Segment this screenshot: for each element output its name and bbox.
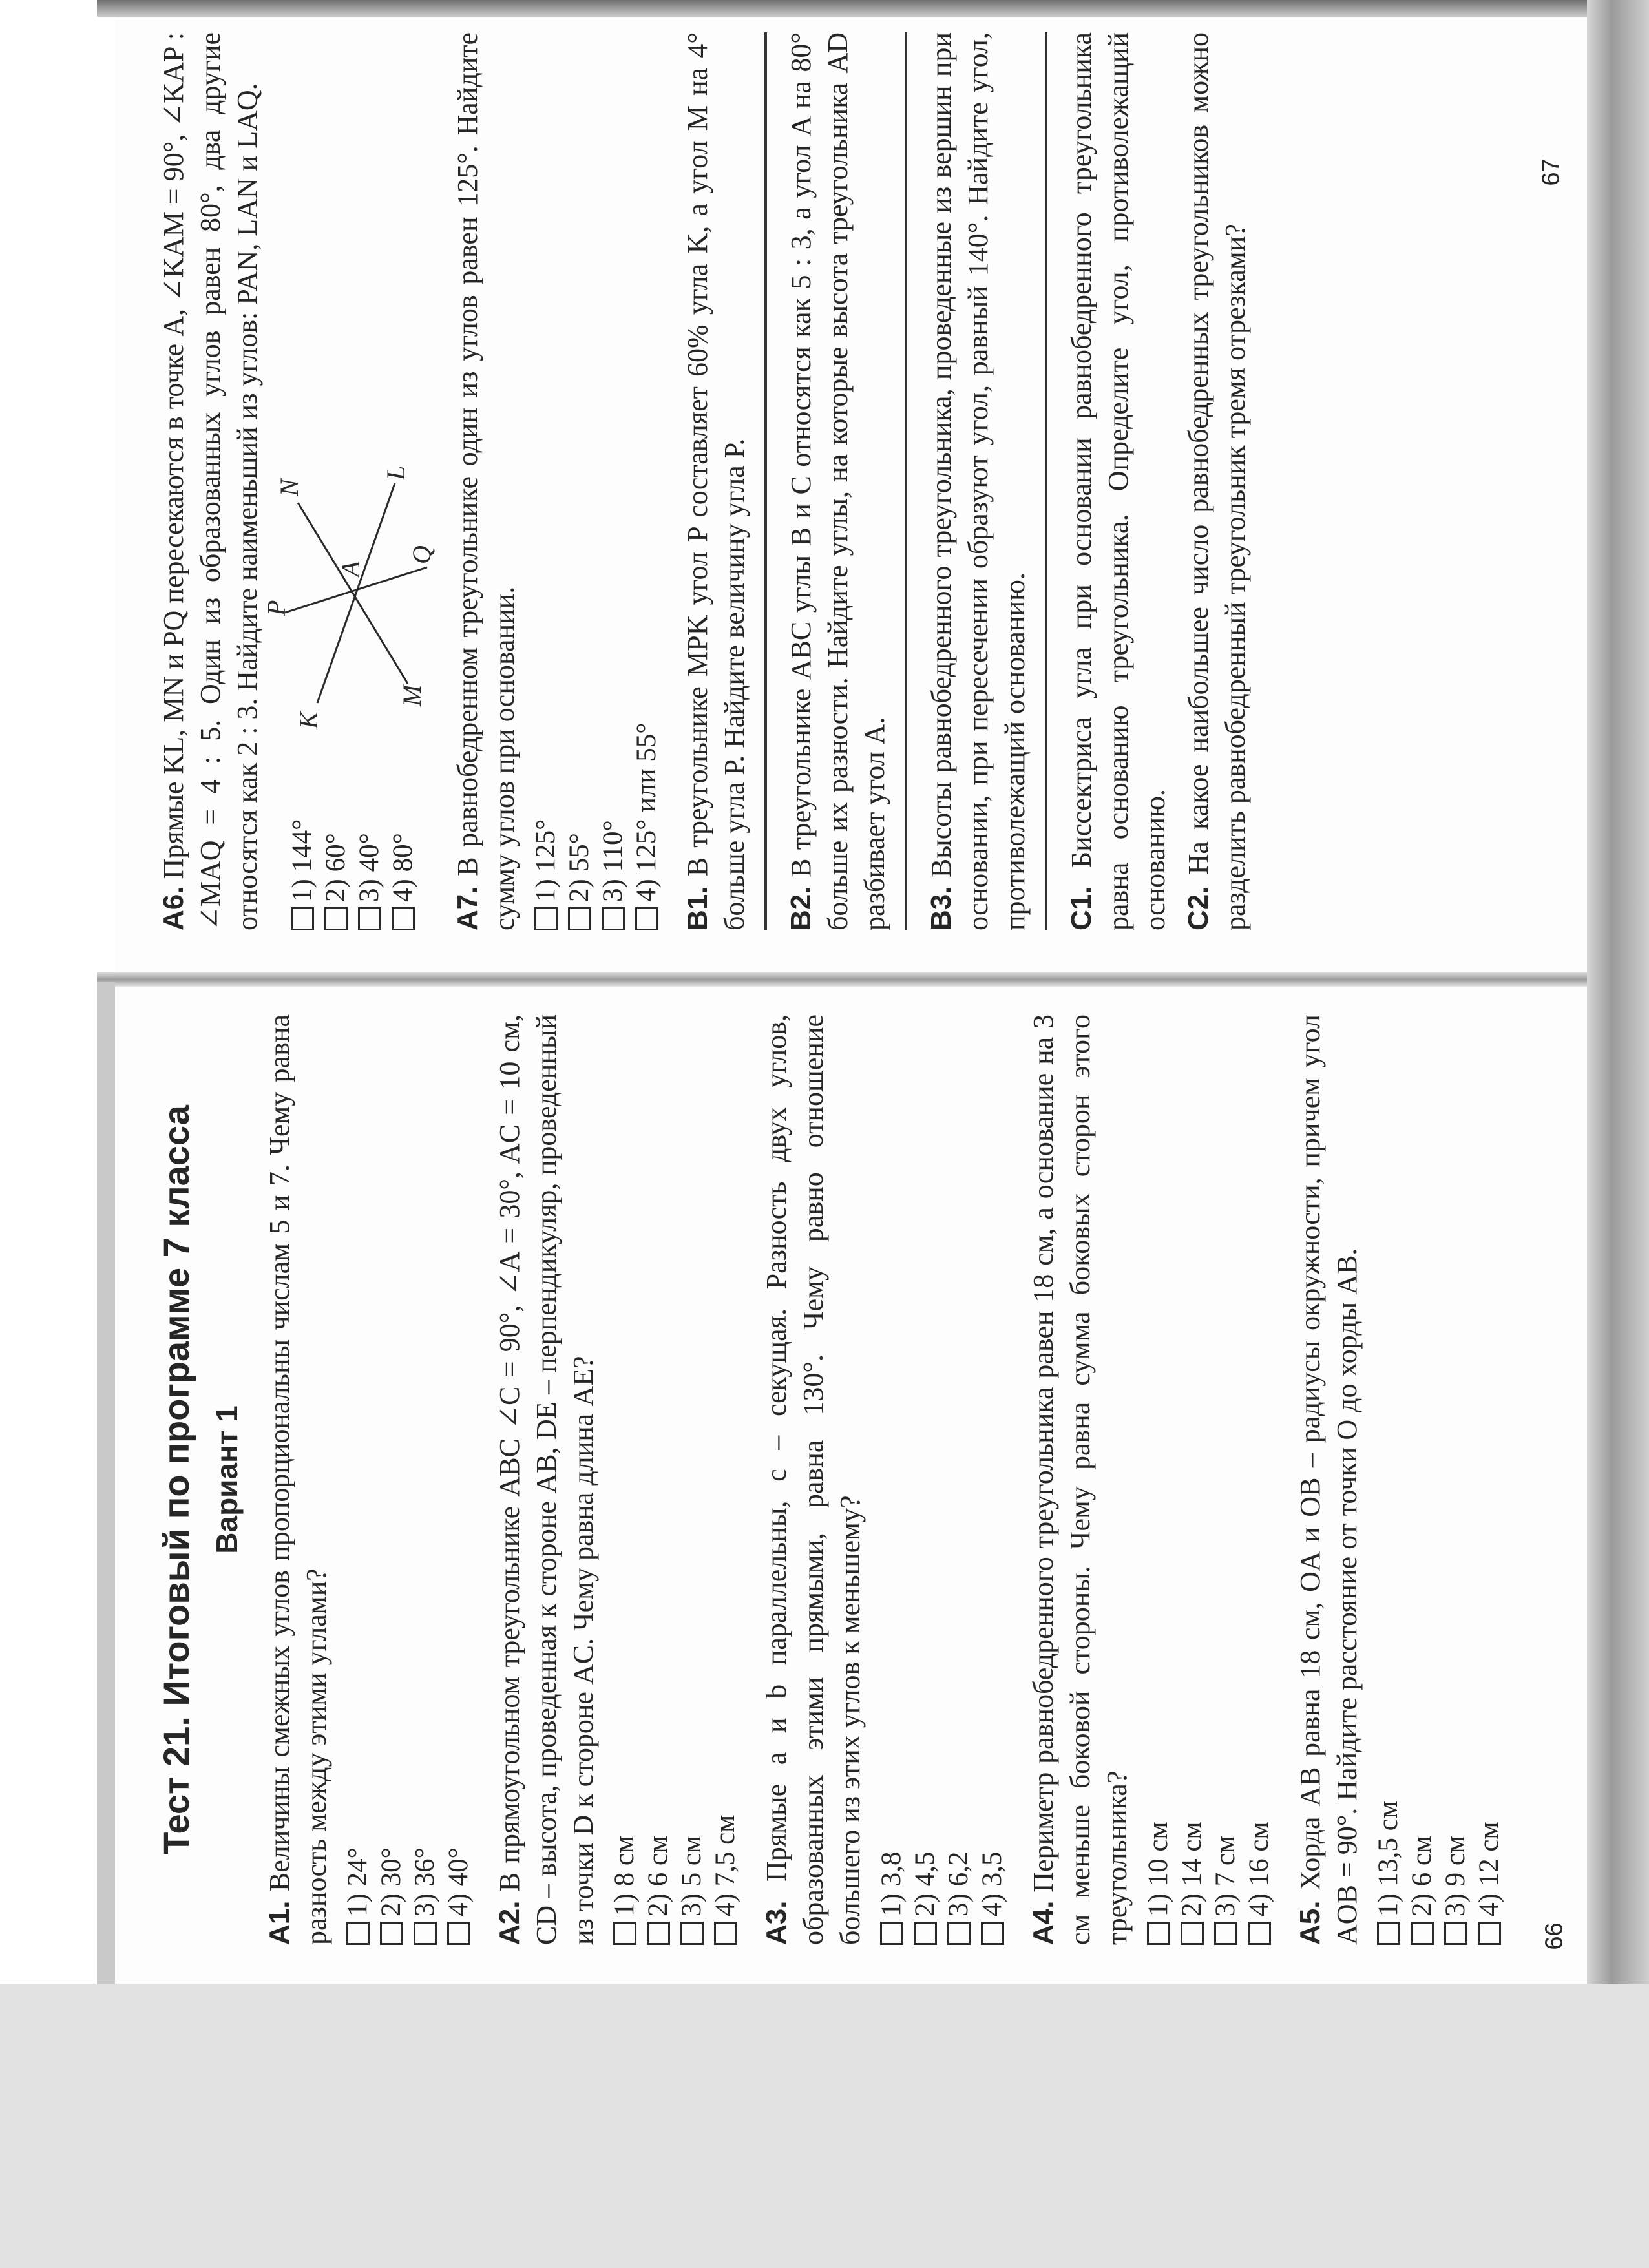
checkbox[interactable] — [534, 907, 558, 930]
answer-option[interactable]: 4) 40° — [442, 1014, 476, 1945]
line-mn — [298, 503, 408, 684]
question-text: Периметр равнобедренного треугольника равен 18 см, а основание на 3 см меньше боковой стороны. Чему равна сумма боковых сторон этого треугольника? — [1027, 1014, 1133, 1945]
answer-option[interactable]: 4) 80° — [386, 819, 420, 930]
options-list — [286, 819, 420, 930]
answer-option[interactable]: 3) 9 см — [1439, 1014, 1473, 1945]
checkbox[interactable] — [1248, 1922, 1271, 1945]
book-edge-right — [1587, 0, 1649, 1984]
question-b1 — [679, 32, 753, 930]
question-label: A3. — [761, 1900, 792, 1945]
question-label: A6. — [158, 886, 189, 930]
question-text: Хорда AB равна 18 см, OA и OB – радиусы окружности, причем угол AOB = 90°. Найдите расстояние от точки O до хорды AB. — [1294, 1014, 1363, 1945]
checkbox[interactable] — [613, 1922, 636, 1945]
question-label: B2. — [785, 886, 817, 930]
checkbox[interactable] — [447, 1922, 470, 1945]
checkbox[interactable] — [568, 907, 591, 930]
answer-option[interactable]: 1) 13,5 см — [1372, 1014, 1405, 1945]
variant-heading: Вариант 1 — [210, 1405, 244, 1554]
answer-option[interactable]: 4) 3,5 — [976, 1014, 1009, 1945]
checkbox[interactable] — [914, 1922, 937, 1945]
section-divider — [1045, 32, 1047, 930]
question-b3 — [923, 32, 1033, 930]
question-b2 — [782, 32, 893, 930]
question-text: Прямые a и b параллельны, c – секущая. Разность двух углов, образованных этими прямыми, равна 130°. Чему равно отношение большего из этих углов к меньшему? — [761, 1014, 866, 1945]
question-label: B1. — [682, 886, 713, 930]
answer-option[interactable]: 2) 30° — [375, 1014, 408, 1945]
section-divider — [764, 32, 767, 930]
question-text: В треугольнике MPK угол P составляет 60% угла K, а угол M на 4° больше угла P. Найдите величину угла P. — [682, 32, 750, 930]
question-a4 — [1025, 1014, 1276, 1945]
checkbox[interactable] — [380, 1922, 403, 1945]
answer-option[interactable]: 3) 110° — [596, 32, 630, 930]
label-n: N — [275, 479, 304, 496]
answer-option[interactable]: 1) 8 см — [608, 1014, 642, 1945]
book-edge-top — [97, 0, 1587, 17]
label-l: L — [381, 465, 410, 480]
checkbox[interactable] — [1478, 1922, 1501, 1945]
answer-option[interactable]: 4) 16 см — [1243, 1014, 1276, 1945]
checkbox[interactable] — [880, 1922, 903, 1945]
line-kl — [317, 483, 395, 703]
label-a: A — [336, 561, 365, 577]
checkbox[interactable] — [1181, 1922, 1204, 1945]
answer-option[interactable]: 3) 36° — [408, 1014, 442, 1945]
checkbox[interactable] — [358, 907, 381, 930]
checkbox[interactable] — [981, 1922, 1004, 1945]
question-text: В прямоугольном треугольнике ABC ∠C = 90°, ∠A = 30°, AC = 10 см, CD – высота, проведенная к стороне AB, DE – перпендикуляр, проведенный из точки D к стороне AC. Чему равна длина AE? — [494, 1014, 599, 1945]
checkbox[interactable] — [392, 907, 415, 930]
label-m: M — [397, 684, 426, 706]
checkbox[interactable] — [1214, 1922, 1237, 1945]
checkbox[interactable] — [1147, 1922, 1170, 1945]
question-text: Высоты равнобедренного треугольника, проведенные из вершин при основании, при пересечении образуют угол, равный 140°. Найдите угол, противолежащий основанию. — [925, 32, 1031, 930]
answer-option[interactable]: 1) 10 см — [1142, 1014, 1175, 1945]
checkbox[interactable] — [1377, 1922, 1400, 1945]
question-a7 — [449, 32, 664, 930]
checkbox[interactable] — [324, 907, 348, 930]
question-label: A7. — [452, 886, 483, 930]
question-label: A1. — [264, 1900, 295, 1945]
question-label: B3. — [925, 886, 957, 930]
answer-option[interactable]: 2) 6 см — [642, 1014, 675, 1945]
question-c1 — [1063, 32, 1173, 930]
checkbox[interactable] — [647, 1922, 670, 1945]
question-text: В равнобедренном треугольнике один из углов равен 125°. Найдите сумму углов при основании. — [452, 32, 520, 930]
answer-option[interactable]: 3) 5 см — [675, 1014, 709, 1945]
lines-intersection-figure — [262, 445, 436, 742]
question-a6 — [155, 32, 434, 930]
checkbox[interactable] — [714, 1922, 737, 1945]
label-p: P — [262, 600, 291, 616]
label-k: K — [294, 711, 323, 729]
question-label: C2. — [1182, 886, 1214, 930]
question-a5 — [1292, 1014, 1506, 1945]
checkbox[interactable] — [291, 907, 314, 930]
answer-option[interactable]: 4) 125° или 55° — [630, 32, 664, 930]
answer-option[interactable]: 1) 125° — [529, 32, 563, 930]
question-text: Прямые KL, MN и PQ пересекаются в точке A, ∠KAM = 90°, ∠KAP : ∠MAQ = 4 : 5. Один из образованных углов равен 80°, два другие относятся как 2 : 3. Найдите наименьший из углов: PAN, LAN и LAQ. — [158, 32, 263, 930]
question-label: A5. — [1294, 1900, 1326, 1945]
page-number: 67 — [1537, 158, 1565, 186]
question-a1 — [261, 1014, 476, 1945]
question-label: A4. — [1027, 1900, 1059, 1945]
page-67-content — [155, 32, 1564, 930]
answer-option[interactable]: 2) 4,5 — [909, 1014, 942, 1945]
answer-option[interactable]: 3) 40° — [353, 819, 386, 930]
page-number: 66 — [1540, 1922, 1568, 1950]
answer-option[interactable]: 4) 7,5 см — [709, 1014, 742, 1945]
checkbox[interactable] — [346, 1922, 370, 1945]
section-divider — [905, 32, 907, 930]
checkbox[interactable] — [1444, 1922, 1467, 1945]
answer-option[interactable]: 1) 144° — [286, 819, 319, 930]
checkbox[interactable] — [680, 1922, 704, 1945]
book-spine — [97, 972, 1587, 987]
question-c2 — [1180, 32, 1254, 930]
question-text: В треугольнике ABC углы B и C относятся как 5 : 3, а угол A на 80° больше их разности. Найдите углы, на которые высота треугольника AD разбивает угол A. — [785, 32, 890, 930]
test-title: Тест 21. Итоговый по программе 7 класса — [156, 1105, 196, 1854]
scanner-background — [0, 1984, 1649, 2268]
question-text: Биссектриса угла при основании равнобедренного треугольника равна основанию треугольника. Определите угол, противолежащий основанию. — [1066, 32, 1171, 930]
answer-option[interactable]: 4) 12 см — [1473, 1014, 1506, 1945]
answer-option[interactable]: 2) 14 см — [1175, 1014, 1209, 1945]
answer-option[interactable]: 2) 6 см — [1405, 1014, 1439, 1945]
checkbox[interactable] — [635, 907, 658, 930]
checkbox[interactable] — [414, 1922, 437, 1945]
answer-option[interactable]: 3) 6,2 — [942, 1014, 976, 1945]
question-label: A2. — [494, 1900, 525, 1945]
question-text: На какое наибольшее число равнобедренных треугольников можно разделить равнобедренный треугольник тремя отрезками? — [1182, 32, 1251, 930]
book-edge-left — [97, 982, 115, 1984]
question-a2 — [491, 1014, 742, 1945]
answer-option[interactable]: 3) 7 см — [1209, 1014, 1243, 1945]
checkbox[interactable] — [602, 907, 625, 930]
answer-option[interactable]: 2) 55° — [563, 32, 596, 930]
question-a3 — [758, 1014, 1009, 1945]
checkbox[interactable] — [947, 1922, 971, 1945]
answer-option[interactable]: 1) 24° — [341, 1014, 375, 1945]
page-66-content — [155, 1014, 1564, 1945]
answer-option[interactable]: 1) 3,8 — [875, 1014, 909, 1945]
label-q: Q — [407, 545, 436, 564]
question-label: C1. — [1066, 886, 1097, 930]
question-text: Величины смежных углов пропорциональны числам 5 и 7. Чему равна разность между этими углами? — [264, 1014, 332, 1945]
answer-option[interactable]: 2) 60° — [319, 819, 353, 930]
checkbox[interactable] — [1411, 1922, 1434, 1945]
